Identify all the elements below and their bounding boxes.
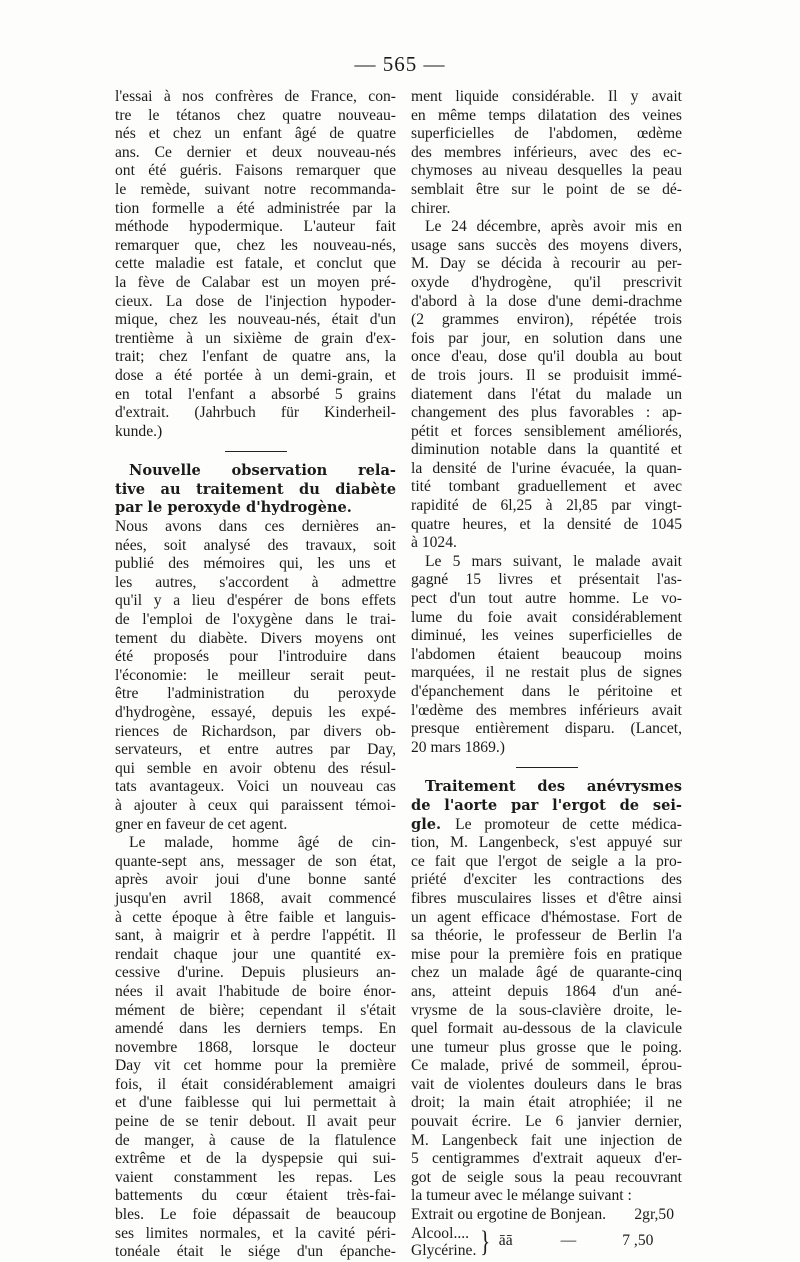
text-line: l'abdomen étaient beaucoup moins bbox=[411, 645, 682, 663]
treatment-paragraph bbox=[411, 218, 682, 553]
text-line: novembre 1868, lorsque le docteur bbox=[115, 1038, 396, 1056]
text-line: tonéale était le siége d'un épanche- bbox=[115, 1243, 396, 1261]
text-line: diatement dans l'état du malade un bbox=[411, 385, 682, 403]
text-line: vrysme de la sous-clavière droite, le- bbox=[411, 1001, 682, 1019]
text-line: fois par jour, en solution dans une bbox=[411, 329, 682, 347]
text-line: semblait être sur le point de se dé- bbox=[411, 180, 682, 198]
text-line: ans. Ce dernier et deux nouveau-nés bbox=[115, 143, 396, 161]
formula-row-group bbox=[411, 1225, 682, 1259]
text-line: pect d'un tout autre homme. Le vo- bbox=[411, 590, 682, 608]
text-line: got de seigle sous la peau recouvrant bbox=[411, 1168, 682, 1186]
formula-dash: — bbox=[560, 1232, 577, 1250]
text-line: de l'aorte par l'ergot de sei- bbox=[411, 796, 682, 814]
text-line: sant, à maigrir et à perdre l'appétit. Il bbox=[115, 927, 396, 945]
text-line: diminué, les veines superficielles de bbox=[411, 627, 682, 645]
text-line: tive au traitement du diabète bbox=[115, 480, 396, 498]
formula-ingredient: Glycérine. bbox=[411, 1241, 477, 1259]
text-line: usage sans succès des moyens divers, bbox=[411, 236, 682, 254]
formula-quantity: 7 ,50 bbox=[622, 1232, 654, 1250]
formula-quantity: 2gr,50 bbox=[634, 1206, 674, 1224]
text-line: M. Day se décida à recourir au per- bbox=[411, 255, 682, 273]
text-line: mise pour la première fois en pratique bbox=[411, 945, 682, 963]
intro-paragraph bbox=[115, 88, 396, 441]
text-line: tion formelle a été administrée par la bbox=[115, 199, 396, 217]
text-line: amendé dans les derniers temps. En bbox=[115, 1020, 396, 1038]
text-line: priété d'exciter les contractions des bbox=[411, 871, 682, 889]
text-line: Nouvelle observation rela- bbox=[129, 462, 396, 480]
text-line: Le 24 décembre, après avoir mis en bbox=[425, 218, 682, 236]
text-line: un agent efficace d'hémostase. Fort de bbox=[411, 908, 682, 926]
text-line: marquées, il ne restait plus de signes bbox=[411, 664, 682, 682]
text-line: à cette époque à être faible et languis- bbox=[115, 908, 396, 926]
text-line: les autres, s'accordent à admettre bbox=[115, 573, 396, 591]
text-line: l'économie: le meilleur serait peut- bbox=[115, 666, 396, 684]
text-line: riences de Richardson, par divers ob- bbox=[115, 722, 396, 740]
text-line: Ce malade, privé de sommeil, éprou- bbox=[411, 1057, 682, 1075]
text-line: 20 mars 1869.) bbox=[411, 738, 505, 756]
text-line: battements du cœur étaient très-fai- bbox=[115, 1187, 396, 1205]
formula-row bbox=[411, 1206, 682, 1225]
text-line: méthode hypodermique. L'auteur fait bbox=[115, 218, 396, 236]
text-line: pouvait écrire. Le 6 janvier dernier, bbox=[411, 1113, 682, 1131]
brace-symbol: } bbox=[480, 1224, 491, 1258]
text-line: servateurs, et entre autres par Day, bbox=[115, 741, 396, 759]
formula-table bbox=[411, 1206, 682, 1259]
text-line: once d'eau, dose qu'il doubla au bout bbox=[411, 348, 682, 366]
text-line: trait; chez l'enfant de quatre ans, la bbox=[115, 348, 396, 366]
text-line: à ajouter à ceux qui paraissent témoi- bbox=[115, 796, 396, 814]
text-line: quante-sept ans, messager de son état, bbox=[115, 852, 396, 870]
case-continuation bbox=[411, 88, 682, 218]
text-line: gner en faveur de cet agent. bbox=[115, 815, 288, 833]
text-line: et d'une faiblesse qui lui permettait à bbox=[115, 1094, 396, 1112]
text-line: rapidité de 6l,25 à 2l,85 par vingt- bbox=[411, 497, 682, 515]
text-line: gagné 15 livres et présentait l'as- bbox=[411, 571, 682, 589]
case-paragraph bbox=[115, 834, 396, 1262]
text-line: Nous avons dans ces dernières an- bbox=[115, 518, 396, 536]
text-line: fois, il était considérablement amaigri bbox=[115, 1075, 396, 1093]
text-line: presque entièrement disparu. (Lancet, bbox=[411, 720, 682, 738]
text-line: qui semble en avoir obtenu des résul- bbox=[115, 759, 396, 777]
text-line: pétit et forces sensiblement améliorés, bbox=[411, 422, 682, 440]
text-line: lume du foie avait considérablement bbox=[411, 608, 682, 626]
text-line: par le peroxyde d'hydrogène. bbox=[115, 499, 352, 517]
page-number: — 565 — bbox=[354, 52, 446, 76]
text-line: droit; la main était atrophiée; il ne bbox=[411, 1094, 682, 1112]
text-line: tement du diabète. Divers moyens ont bbox=[115, 629, 396, 647]
text-line: d'épanchement dans le péritoine et bbox=[411, 683, 682, 700]
text-line: Traitement des anévrysmes bbox=[425, 778, 682, 796]
text-line: chymoses au niveau desquelles la peau bbox=[411, 162, 682, 180]
text-line: en même temps dilatation des veines bbox=[411, 106, 682, 124]
text-line: cessive d'urine. Depuis plusieurs an- bbox=[115, 964, 396, 982]
text-line: une tumeur plus grosse que le poing. bbox=[411, 1038, 682, 1056]
text-line: chez un malade âgé de quarante-cinq bbox=[411, 964, 682, 982]
text-line: ment liquide considérable. Il y avait bbox=[411, 88, 682, 105]
text-line: ce fait que l'ergot de seigle a la pro- bbox=[411, 852, 682, 870]
text-line: 5 centigrammes d'extrait aqueux d'er- bbox=[411, 1150, 682, 1168]
section-title-aneurysm bbox=[411, 778, 682, 834]
text-line: extrême et de la dyspepsie qui sui- bbox=[115, 1150, 396, 1168]
text-line: sa théorie, le professeur de Berlin l'a bbox=[411, 927, 682, 945]
text-line: ont été guéris. Faisons remarquer que bbox=[115, 162, 396, 180]
formula-ingredient: Alcool.... bbox=[411, 1224, 470, 1242]
text-line: la densité de l'urine évacuée, la quan- bbox=[411, 459, 682, 477]
text-line bbox=[411, 816, 682, 835]
section-title-diabetes bbox=[115, 462, 396, 518]
text-line: d'extrait. (Jahrbuch für Kinderheil- bbox=[115, 404, 396, 422]
text-line: changement des plus favorables : ap- bbox=[411, 404, 682, 422]
text-line: publié des mémoires qui, les uns et bbox=[115, 555, 396, 573]
text-line: vaient constamment les repas. Les bbox=[115, 1168, 396, 1186]
text-line: trentième à un sixième de grain d'ex- bbox=[115, 329, 396, 347]
text-line: la tumeur avec le mélange suivant : bbox=[411, 1187, 632, 1205]
text-line: Le malade, homme âgé de cin- bbox=[129, 834, 396, 852]
text-line: en total l'enfant a absorbé 5 grains bbox=[115, 385, 396, 403]
text-line: d'abord à la dose d'une demi-drachme bbox=[411, 292, 682, 310]
outcome-paragraph bbox=[411, 553, 682, 758]
text-line: cieux. La dose de l'injection hypoder- bbox=[115, 292, 396, 310]
text-line: été proposés pour l'introduire dans bbox=[115, 648, 396, 666]
text-line: de l'emploi de l'oxygène dans le trai- bbox=[115, 611, 396, 629]
text-line: de manger, à cause de la flatulence bbox=[115, 1131, 396, 1149]
text-line: quatre heures, et la densité de 1045 bbox=[411, 515, 682, 533]
text-line: quel formait au-dessous de la clavicule bbox=[411, 1020, 682, 1038]
text-line: rendait chaque jour une quantité ex- bbox=[115, 945, 396, 963]
left-column bbox=[115, 88, 396, 1262]
text-line: tité tombant graduellement et avec bbox=[411, 478, 682, 496]
text-line: bles. Le foie dépassait de beaucoup bbox=[115, 1206, 396, 1224]
text-line: après avoir joui d'une bonne santé bbox=[115, 871, 396, 889]
text-line: oxyde d'hydrogène, qu'il prescrivit bbox=[411, 273, 682, 291]
text-line: des membres inférieurs, avec des ec- bbox=[411, 143, 682, 161]
text-line: dose a été portée à un demi-grain, et bbox=[115, 366, 396, 384]
section-body-diabetes bbox=[115, 518, 396, 834]
section-divider bbox=[516, 767, 578, 768]
text-line: être l'administration du peroxyde bbox=[115, 685, 396, 703]
text-line: nées il avait l'habitude de boire énor- bbox=[115, 982, 396, 1000]
section-divider bbox=[225, 451, 287, 452]
text-line: jusqu'en avril 1868, avait commencé bbox=[115, 889, 396, 907]
text-line: tats avantageux. Voici un nouveau cas bbox=[115, 778, 396, 796]
title-end: gle. bbox=[411, 815, 456, 833]
text-line: ses limites normales, et la cavité péri- bbox=[115, 1224, 396, 1242]
formula-ingredient: Extrait ou ergotine de Bonjean. bbox=[411, 1206, 607, 1224]
text-line: qu'il y a lieu d'espérer de bons effets bbox=[115, 592, 396, 610]
text-line: superficielles de l'abdomen, œdème bbox=[411, 125, 682, 143]
section-body-aneurysm bbox=[411, 834, 682, 1206]
text-line: tre le tétanos chez quatre nouveau- bbox=[115, 106, 396, 124]
text-line: chirer. bbox=[411, 199, 451, 217]
text-line: vait de violentes douleurs dans le bras bbox=[411, 1075, 682, 1093]
text-line: l'œdème des membres inférieurs avait bbox=[411, 701, 682, 719]
text-line: la fève de Calabar est un moyen pré- bbox=[115, 273, 396, 291]
text-line: kunde.) bbox=[115, 422, 163, 440]
text-line: remarquer que, chez les nouveau-nés, bbox=[115, 236, 396, 254]
text-line: mément de bière; cependant il s'était bbox=[115, 1001, 396, 1019]
text-line: l'essai à nos confrères de France, con- bbox=[115, 88, 396, 105]
text-line: ans, atteint depuis 1864 d'un ané- bbox=[411, 982, 682, 1000]
text-line: peine de se tenir debout. Il avait peur bbox=[115, 1113, 396, 1131]
text-line: Day vit cet homme pour la première bbox=[115, 1057, 396, 1075]
text-line: tion, M. Langenbeck, s'est appuyé sur bbox=[411, 834, 682, 852]
text-line: fibres musculaires lisses et d'être ainsi bbox=[411, 889, 682, 907]
text-line: Le 5 mars suivant, le malade avait bbox=[425, 552, 682, 570]
text-line: M. Langenbeck fait une injection de bbox=[411, 1131, 682, 1149]
formula-aa: āā bbox=[498, 1232, 513, 1250]
right-column bbox=[411, 88, 682, 1259]
text-line: nés et chez un enfant âgé de quatre bbox=[115, 125, 396, 143]
text-line: (2 grammes environ), répétée trois bbox=[411, 311, 682, 329]
text-line: mique, chez les nouveau-nés, était d'un bbox=[115, 311, 396, 329]
text-line: de trois jours. Il se produisit immé- bbox=[411, 366, 682, 384]
text-line: à 1024. bbox=[411, 534, 457, 552]
text-line: nées, soit analysé des travaux, soit bbox=[115, 536, 396, 554]
body-start: Le promoteur de cette médica- bbox=[455, 815, 683, 833]
formula-ingredient-group bbox=[411, 1225, 476, 1259]
text-line: d'hydrogène, essayé, depuis les expé- bbox=[115, 704, 396, 721]
text-line: cette maladie est fatale, et conclut que bbox=[115, 255, 396, 273]
text-line: diminution notable dans la quantité et bbox=[411, 441, 682, 459]
text-line: le remède, suivant notre recommanda- bbox=[115, 180, 396, 198]
